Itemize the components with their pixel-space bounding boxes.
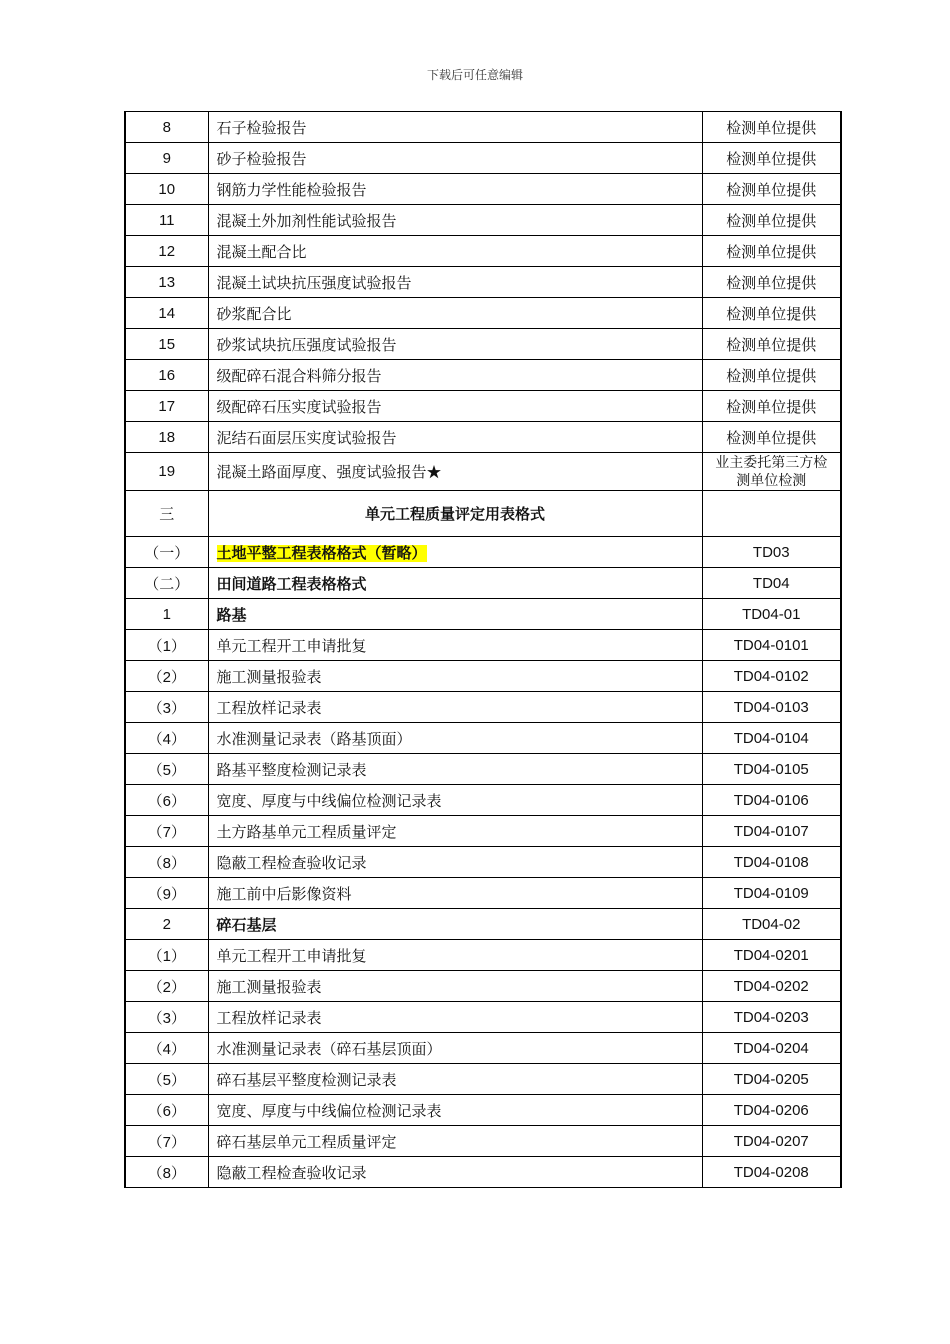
row-number: （8） xyxy=(125,1157,208,1188)
table-row xyxy=(125,205,841,236)
document-table xyxy=(124,111,842,1188)
table-row xyxy=(125,329,841,360)
row-code: 检测单位提供 xyxy=(702,267,841,298)
table-row xyxy=(125,391,841,422)
row-name: 混凝土路面厚度、强度试验报告★ xyxy=(208,453,702,491)
row-code: TD04-0101 xyxy=(702,630,841,661)
row-number: 9 xyxy=(125,143,208,174)
row-name: 施工测量报验表 xyxy=(208,661,702,692)
row-code: TD04-0106 xyxy=(702,785,841,816)
table-row xyxy=(125,1064,841,1095)
table-row xyxy=(125,599,841,630)
row-code: 业主委托第三方检测单位检测 xyxy=(702,453,841,491)
row-number: （8） xyxy=(125,847,208,878)
row-number: （3） xyxy=(125,692,208,723)
row-number: （1） xyxy=(125,940,208,971)
table-row xyxy=(125,971,841,1002)
table-row xyxy=(125,816,841,847)
table-row xyxy=(125,630,841,661)
row-code: 检测单位提供 xyxy=(702,112,841,143)
table-row xyxy=(125,1126,841,1157)
table-row xyxy=(125,568,841,599)
row-code: TD04-0108 xyxy=(702,847,841,878)
table-row xyxy=(125,537,841,568)
row-code: TD04-0109 xyxy=(702,878,841,909)
row-number: 13 xyxy=(125,267,208,298)
row-code: 检测单位提供 xyxy=(702,205,841,236)
row-code: TD04-0102 xyxy=(702,661,841,692)
row-name: 砂子检验报告 xyxy=(208,143,702,174)
row-code: TD04-0205 xyxy=(702,1064,841,1095)
row-name: 混凝土外加剂性能试验报告 xyxy=(208,205,702,236)
table-row xyxy=(125,1033,841,1064)
table-row xyxy=(125,661,841,692)
row-code: TD04 xyxy=(702,568,841,599)
row-number: （7） xyxy=(125,816,208,847)
row-code: TD04-0207 xyxy=(702,1126,841,1157)
row-number: （一） xyxy=(125,537,208,568)
row-name: 钢筋力学性能检验报告 xyxy=(208,174,702,205)
row-number: 16 xyxy=(125,360,208,391)
table-row xyxy=(125,878,841,909)
table-row xyxy=(125,236,841,267)
row-name: 路基 xyxy=(208,599,702,630)
row-number: 12 xyxy=(125,236,208,267)
row-name: 级配碎石混合料筛分报告 xyxy=(208,360,702,391)
row-name: 土方路基单元工程质量评定 xyxy=(208,816,702,847)
row-name: 砂浆配合比 xyxy=(208,298,702,329)
table-row xyxy=(125,909,841,940)
table-row xyxy=(125,360,841,391)
row-code: 检测单位提供 xyxy=(702,391,841,422)
row-number: （6） xyxy=(125,785,208,816)
row-number: （5） xyxy=(125,754,208,785)
row-code: 检测单位提供 xyxy=(702,174,841,205)
row-number: （4） xyxy=(125,723,208,754)
table-row xyxy=(125,1157,841,1188)
row-number: 14 xyxy=(125,298,208,329)
row-code: TD04-0204 xyxy=(702,1033,841,1064)
table-row xyxy=(125,940,841,971)
row-number: （9） xyxy=(125,878,208,909)
row-code: TD04-0202 xyxy=(702,971,841,1002)
page-header: 下载后可任意编辑 xyxy=(426,68,523,82)
row-code: TD04-02 xyxy=(702,909,841,940)
section-row xyxy=(125,491,841,537)
row-number: 19 xyxy=(125,453,208,491)
row-name: 施工前中后影像资料 xyxy=(208,878,702,909)
row-code: TD04-0104 xyxy=(702,723,841,754)
row-number: （6） xyxy=(125,1095,208,1126)
row-name: 泥结石面层压实度试验报告 xyxy=(208,422,702,453)
table-row xyxy=(125,422,841,453)
row-name: 碎石基层单元工程质量评定 xyxy=(208,1126,702,1157)
table-row xyxy=(125,112,841,143)
row-name: 隐蔽工程检查验收记录 xyxy=(208,847,702,878)
row-code: TD04-0206 xyxy=(702,1095,841,1126)
row-number: 10 xyxy=(125,174,208,205)
row-code: TD04-0201 xyxy=(702,940,841,971)
row-number: （2） xyxy=(125,971,208,1002)
row-number: 2 xyxy=(125,909,208,940)
table-row xyxy=(125,298,841,329)
row-name: 碎石基层 xyxy=(208,909,702,940)
row-name: 施工测量报验表 xyxy=(208,971,702,1002)
row-name: 隐蔽工程检查验收记录 xyxy=(208,1157,702,1188)
row-number: 1 xyxy=(125,599,208,630)
table-row xyxy=(125,1002,841,1033)
row-number: 8 xyxy=(125,112,208,143)
section-number: 三 xyxy=(125,491,208,537)
row-name: 工程放样记录表 xyxy=(208,692,702,723)
row-number: （2） xyxy=(125,661,208,692)
row-name: 路基平整度检测记录表 xyxy=(208,754,702,785)
row-number: 17 xyxy=(125,391,208,422)
row-code: 检测单位提供 xyxy=(702,329,841,360)
row-code: TD04-01 xyxy=(702,599,841,630)
row-code: TD04-0107 xyxy=(702,816,841,847)
table-row xyxy=(125,1095,841,1126)
table-row xyxy=(125,754,841,785)
row-number: （3） xyxy=(125,1002,208,1033)
table-row xyxy=(125,785,841,816)
row-code: TD04-0208 xyxy=(702,1157,841,1188)
row-number: 15 xyxy=(125,329,208,360)
row-number: （7） xyxy=(125,1126,208,1157)
row-name: 混凝土配合比 xyxy=(208,236,702,267)
row-name: 田间道路工程表格格式 xyxy=(208,568,702,599)
table-row xyxy=(125,174,841,205)
row-number: 18 xyxy=(125,422,208,453)
row-number: （1） xyxy=(125,630,208,661)
highlighted-text: 土地平整工程表格格式（暂略） xyxy=(216,544,427,562)
row-name: 水准测量记录表（路基顶面） xyxy=(208,723,702,754)
row-number: （4） xyxy=(125,1033,208,1064)
row-code: 检测单位提供 xyxy=(702,236,841,267)
row-code xyxy=(702,491,841,537)
row-name: 碎石基层平整度检测记录表 xyxy=(208,1064,702,1095)
table-row xyxy=(125,692,841,723)
table-row xyxy=(125,847,841,878)
row-code: 检测单位提供 xyxy=(702,422,841,453)
table-row xyxy=(125,453,841,491)
row-name: 级配碎石压实度试验报告 xyxy=(208,391,702,422)
table-row xyxy=(125,267,841,298)
row-number: 11 xyxy=(125,205,208,236)
row-name: 宽度、厚度与中线偏位检测记录表 xyxy=(208,1095,702,1126)
row-name: 单元工程开工申请批复 xyxy=(208,940,702,971)
row-name xyxy=(208,537,702,568)
row-number: （5） xyxy=(125,1064,208,1095)
table-row xyxy=(125,723,841,754)
row-code: TD04-0105 xyxy=(702,754,841,785)
row-name: 工程放样记录表 xyxy=(208,1002,702,1033)
row-name: 水准测量记录表（碎石基层顶面） xyxy=(208,1033,702,1064)
row-code: TD03 xyxy=(702,537,841,568)
row-name: 单元工程开工申请批复 xyxy=(208,630,702,661)
row-code: 检测单位提供 xyxy=(702,360,841,391)
table-row xyxy=(125,143,841,174)
section-title: 单元工程质量评定用表格式 xyxy=(208,491,702,537)
row-number: （二） xyxy=(125,568,208,599)
row-name: 混凝土试块抗压强度试验报告 xyxy=(208,267,702,298)
row-code: 检测单位提供 xyxy=(702,298,841,329)
row-name: 砂浆试块抗压强度试验报告 xyxy=(208,329,702,360)
row-code: 检测单位提供 xyxy=(702,143,841,174)
row-name: 宽度、厚度与中线偏位检测记录表 xyxy=(208,785,702,816)
row-name: 石子检验报告 xyxy=(208,112,702,143)
row-code: TD04-0103 xyxy=(702,692,841,723)
row-code: TD04-0203 xyxy=(702,1002,841,1033)
